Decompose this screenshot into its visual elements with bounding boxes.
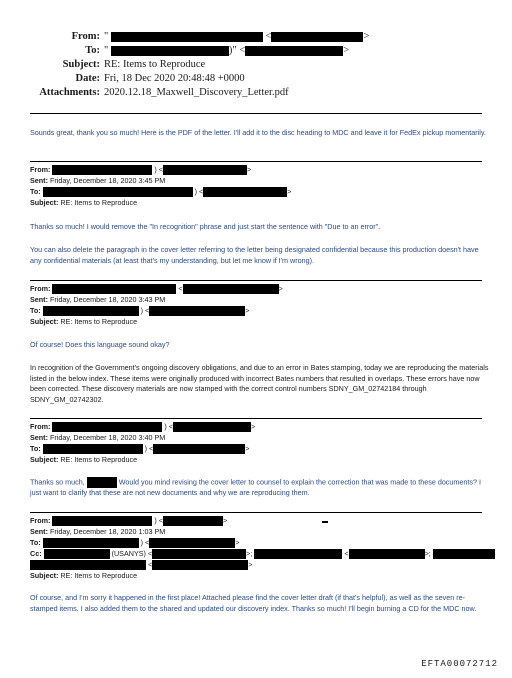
header-divider — [30, 113, 482, 114]
redaction — [43, 306, 139, 316]
redaction — [52, 422, 162, 432]
message-body: In recognition of the Government's ongoing discovery obligations, and due to an error in Bates stamping, today we are reproducing the materials listed in the below index. These items were originally produced with incorrect Bates numbers that resulted in overlaps. These errors have now been corrected. These discovery materials are now stamped with the correct control numbers SDNY_GM_02742184 through SDNY_GM_02742302. — [30, 363, 489, 404]
redaction — [52, 284, 176, 294]
message-from: From: ) < > — [30, 516, 228, 525]
redaction — [254, 549, 342, 559]
message-body: Thanks so much, Would you mind revising the cover letter to counsel to explain the correction that was made to these documents? I just want to clarify that these are not new documents and why we are reproducing them. — [30, 477, 481, 497]
to-value-mid: )" — [228, 45, 237, 56]
redaction — [149, 306, 245, 316]
redaction — [87, 477, 117, 488]
message-subject: Subject: RE: Items to Reproduce — [30, 571, 138, 580]
attachments-label: Attachments: — [39, 87, 100, 98]
message-from: From: ) < > — [30, 165, 252, 174]
message-to: To: ) < > — [30, 306, 250, 315]
redaction — [271, 32, 363, 42]
message-body: Of course! Does this language sound okay? — [30, 340, 170, 349]
date-value: Fri, 18 Dec 2020 20:48:48 +0000 — [104, 73, 245, 84]
message-separator — [30, 280, 482, 281]
subject-label: Subject: — [62, 59, 100, 70]
message-body: Thanks so much! I would remove the "In recognition" phrase and just start the sentence with "Due to an error". — [30, 222, 381, 231]
message-separator — [30, 161, 482, 162]
redaction — [44, 549, 110, 559]
redaction — [349, 549, 425, 559]
subject-value: RE: Items to Reproduce — [104, 59, 206, 70]
redaction — [203, 187, 287, 197]
attachments-value: 2020.12.18_Maxwell_Discovery_Letter.pdf — [104, 87, 289, 98]
redaction — [43, 187, 193, 197]
message-sent: Sent: Friday, December 18, 2020 3:43 PM — [30, 295, 166, 304]
redaction — [245, 46, 343, 56]
message-body: Of course, and I'm sorry it happened in the first place! Attached please find the cover letter draft (if that's helpful), as well as the seven re-stamped items. I also added them to the shared and updated our discovery index. Thanks so much! I'll begin burning a CD for the MDC now. — [30, 593, 477, 613]
message-from: From: < > — [30, 284, 283, 293]
redaction — [149, 538, 235, 548]
message-to: To: ) < > — [30, 444, 250, 453]
redaction — [183, 284, 279, 294]
message-subject: Subject: RE: Items to Reproduce — [30, 317, 138, 326]
date-label: Date: — [75, 73, 100, 84]
redaction — [52, 516, 152, 526]
from-value: " — [104, 31, 109, 42]
to-label: To: — [85, 45, 100, 56]
message-sent: Sent: Friday, December 18, 2020 3:40 PM — [30, 433, 166, 442]
message-subject: Subject: RE: Items to Reproduce — [30, 198, 138, 207]
redaction — [163, 516, 223, 526]
from-label: From: — [71, 31, 100, 42]
redaction — [111, 32, 263, 42]
redaction — [52, 165, 152, 175]
redaction — [152, 549, 246, 559]
message-subject: Subject: RE: Items to Reproduce — [30, 455, 138, 464]
stray-mark — [322, 521, 328, 523]
message-cc-cont: < > — [30, 560, 252, 571]
message-cc: Cc: (USANYS) < >; < >; — [30, 549, 495, 560]
redaction — [111, 46, 229, 56]
message-separator — [30, 512, 482, 513]
message-separator — [30, 418, 482, 419]
message-sent: Sent: Friday, December 18, 2020 3:45 PM — [30, 176, 166, 185]
document-id: EFTA00072712 — [421, 659, 498, 669]
redaction — [43, 538, 139, 548]
to-value: " — [104, 45, 109, 56]
redaction — [433, 549, 495, 559]
redaction — [30, 560, 146, 570]
redaction — [152, 560, 248, 570]
redaction — [43, 444, 143, 454]
message-to: To: ) < > — [30, 538, 240, 547]
redaction — [163, 165, 247, 175]
message-to: To: ) < > — [30, 187, 292, 196]
message-sent: Sent: Friday, December 18, 2020 1:03 PM — [30, 527, 166, 536]
message-body: Sounds great, thank you so much! Here is the PDF of the letter. I'll add it to the disc heading to MDC and leave it for FedEx pickup momentarily. — [30, 128, 486, 137]
redaction — [153, 444, 245, 454]
message-from: From: ) < > — [30, 422, 256, 431]
redaction — [173, 422, 251, 432]
message-body: You can also delete the paragraph in the cover letter referring to the letter being designated confidential because this production doesn't have any confidential materials (at least that's my understanding, but let me know if I'm wrong). — [30, 245, 479, 265]
